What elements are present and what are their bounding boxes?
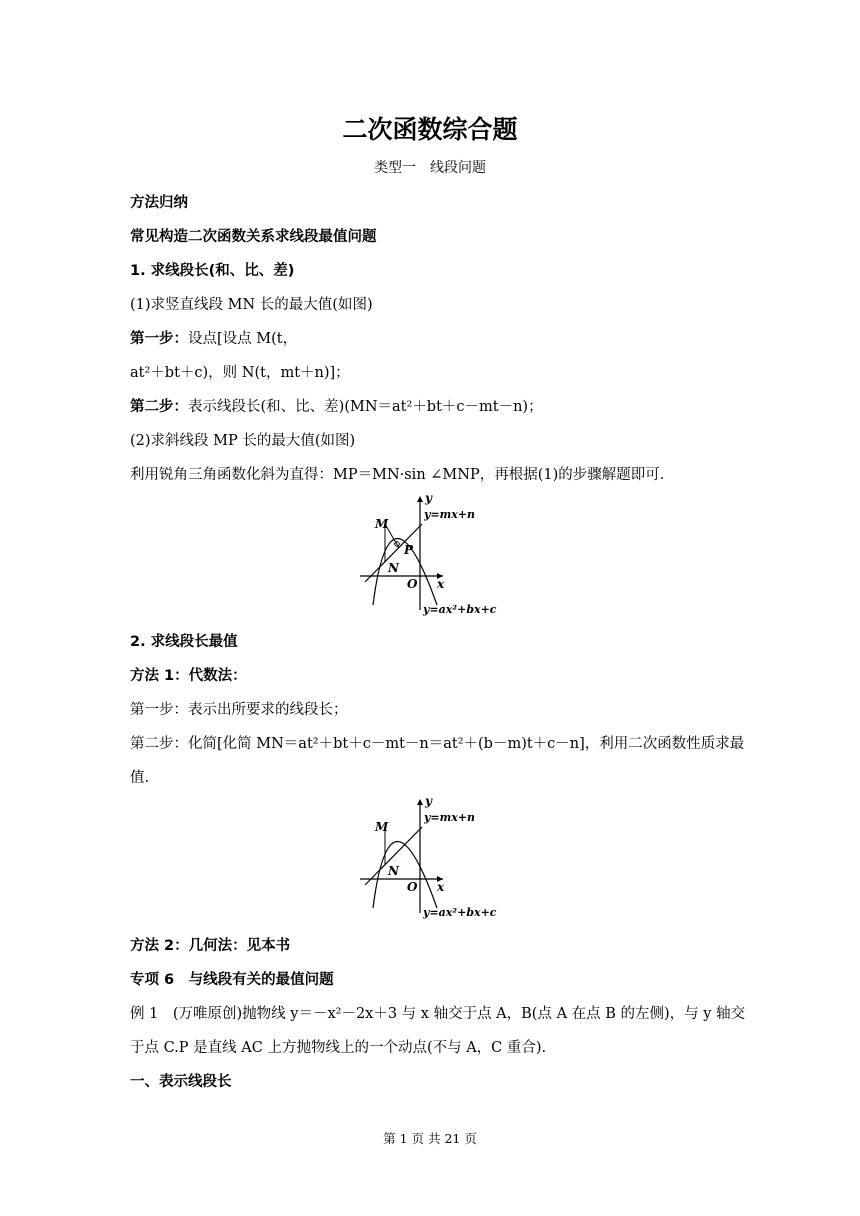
fig1-x-label: x [437,577,445,591]
page-footer: 第 1 页 共 21 页 [383,1131,477,1146]
heading-segment-length: 1. 求线段长(和、比、差) [130,263,295,279]
fig1-y-label: y [425,492,432,505]
heading-algebra-method: 方法 1：代数法： [130,668,247,684]
heading-represent-segment: 一、表示线段长 [130,1074,232,1090]
paragraph-example-one: 例 1 (万唯原创)抛物线 y＝－x²－2x＋3 与 x 轴交于点 A，B(点 A 在点 B 的左侧)，与 y 轴交 [130,1006,746,1022]
paragraph-example-one-cont: 于点 C.P 是直线 AC 上方抛物线上的一个动点(不与 A，C 重合). [130,1040,547,1056]
heading-method-summary: 方法归纳 [130,195,188,211]
heading-topic-six: 专项 6 与线段有关的最值问题 [130,972,334,988]
paragraph-trig-method: 利用锐角三角函数化斜为直得：MP＝MN·sin ∠MNP，再根据(1)的步骤解题即可. [130,467,665,483]
paragraph-step-one-cont: at²＋bt＋c)，则 N(t，mt＋n)]； [130,365,350,381]
step-one-label: 第一步： [130,331,188,347]
fig1-line-label: y=mx+n [424,508,476,521]
paragraph-step-one [130,329,297,349]
fig2-x-label: x [437,880,445,894]
fig1-curve-label: y=ax²+bx+c [423,603,497,616]
step-two-text: 表示线段长(和、比、差)(MN＝at²＋bt＋c－mt－n)； [188,399,543,415]
fig2-line-label: y=mx+n [424,811,476,824]
fig2-curve-label: y=ax²+bx+c [423,906,497,919]
y-axis-arrow [417,496,423,502]
fig1-point-m: M [375,517,389,531]
fig2-y-label: y [425,795,432,808]
fig1-point-p: P [404,543,414,557]
heading-common-construction: 常见构造二次函数关系求线段最值问题 [130,229,377,245]
step-one-text: 设点[设点 M(t， [188,331,298,347]
fig2-point-n: N [388,864,399,878]
paragraph-algebra-step-two: 第二步：化简[化简 MN＝at²＋bt＋c－mt－n＝at²＋(b－m)t＋c－n]，利用二次函数性质求最 [130,736,745,752]
parabola-curve [373,842,437,909]
fig2-point-m: M [375,820,389,834]
paragraph-vertical-segment: (1)求竖直线段 MN 长的最大值(如图) [130,297,373,313]
paragraph-step-two [130,397,543,417]
fig1-point-n: N [388,561,399,575]
step-two-label: 第二步： [130,399,188,415]
page-title: 二次函数综合题 [342,115,518,144]
figure-parabola-mp [355,492,505,617]
fig2-origin-label: O [407,880,418,894]
heading-segment-max: 2. 求线段长最值 [130,634,238,650]
figure-parabola-mn [355,795,505,920]
paragraph-oblique-segment: (2)求斜线段 MP 长的最大值(如图) [130,433,356,449]
fig1-origin-label: O [407,577,418,591]
paragraph-algebra-step-two-cont: 值. [130,770,150,786]
paragraph-algebra-step-one: 第一步：表示出所要求的线段长； [130,702,348,718]
heading-geometry-method: 方法 2：几何法：见本书 [130,938,291,954]
y-axis-arrow [417,799,423,805]
section-subtitle: 类型一 线段问题 [374,160,486,176]
